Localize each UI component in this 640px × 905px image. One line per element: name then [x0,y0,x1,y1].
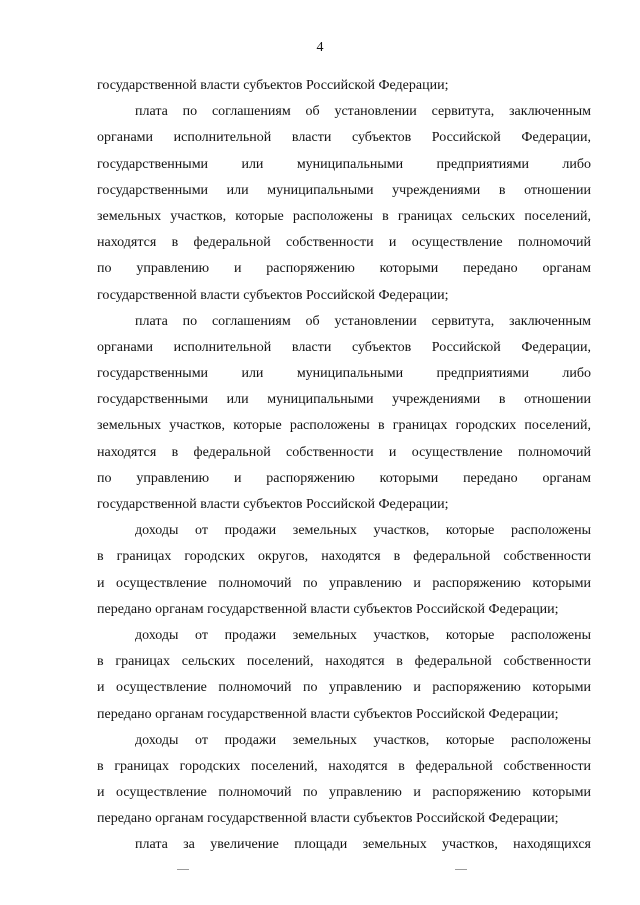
paragraph-sale-city-districts [97,518,591,623]
text-line: доходы от продажи земельных участков, которые расположены [135,627,591,643]
text-line: по управлению и распоряжению которыми передано органам [97,470,591,486]
page-number: 4 [316,40,324,55]
text-line: земельных участков, которые расположены в границах городских поселений, [97,418,591,434]
text-line: в границах сельских поселений, находятся в федеральной собственности [97,654,591,670]
text-line: передано органам государственной власти субъектов Российской Федерации; [97,811,559,827]
text-line: доходы от продажи земельных участков, которые расположены [135,732,591,748]
text-line: в границах городских поселений, находятся в федеральной собственности [97,758,591,774]
text-line: и осуществление полномочий по управлению и распоряжению которыми [97,785,591,801]
text-line: плата по соглашениям об установлении сервитута, заключенным [135,313,591,329]
document-body [97,73,591,859]
text-line: передано органам государственной власти субъектов Российской Федерации; [97,601,559,617]
text-line: находятся в федеральной собственности и осуществление полномочий [97,235,591,251]
text-line: по управлению и распоряжению которыми передано органам [97,261,591,277]
text-line: органами исполнительной власти субъектов Российской Федерации, [97,130,591,146]
paragraph-sale-rural [97,623,591,728]
scan-artifact-mark [177,869,189,870]
text-line: плата за увеличение площади земельных участков, находящихся [135,837,591,853]
text-line: государственными или муниципальными предприятиями либо [97,156,591,172]
text-line: органами исполнительной власти субъектов Российской Федерации, [97,339,591,355]
text-line: государственными или муниципальными предприятиями либо [97,366,591,382]
text-line: государственной власти субъектов Российской Федерации; [97,287,449,303]
paragraph-continuation [97,73,591,99]
text-line: в границах городских округов, находятся в федеральной собственности [97,549,591,565]
text-line: государственными или муниципальными учреждениями в отношении [97,182,591,198]
paragraph-servitude-rural [97,99,591,309]
text-line: государственной власти субъектов Российской Федерации; [97,497,449,512]
text-line: передано органам государственной власти субъектов Российской Федерации; [97,706,559,722]
text-line: находятся в федеральной собственности и осуществление полномочий [97,444,591,460]
paragraph-sale-urban [97,728,591,833]
scan-artifact-mark [455,869,467,870]
text-line: земельных участков, которые расположены в границах сельских поселений, [97,208,591,224]
text-line: и осуществление полномочий по управлению и распоряжению которыми [97,575,591,591]
paragraph-servitude-urban [97,309,591,519]
text-line: и осуществление полномочий по управлению и распоряжению которыми [97,680,591,696]
text-line: доходы от продажи земельных участков, которые расположены [135,523,591,539]
paragraph-area-increase [97,832,591,858]
text-line: государственными или муниципальными учреждениями в отношении [97,392,591,408]
text-line: плата по соглашениям об установлении сервитута, заключенным [135,104,591,120]
text-line: государственной власти субъектов Российской Федерации; [97,78,449,93]
